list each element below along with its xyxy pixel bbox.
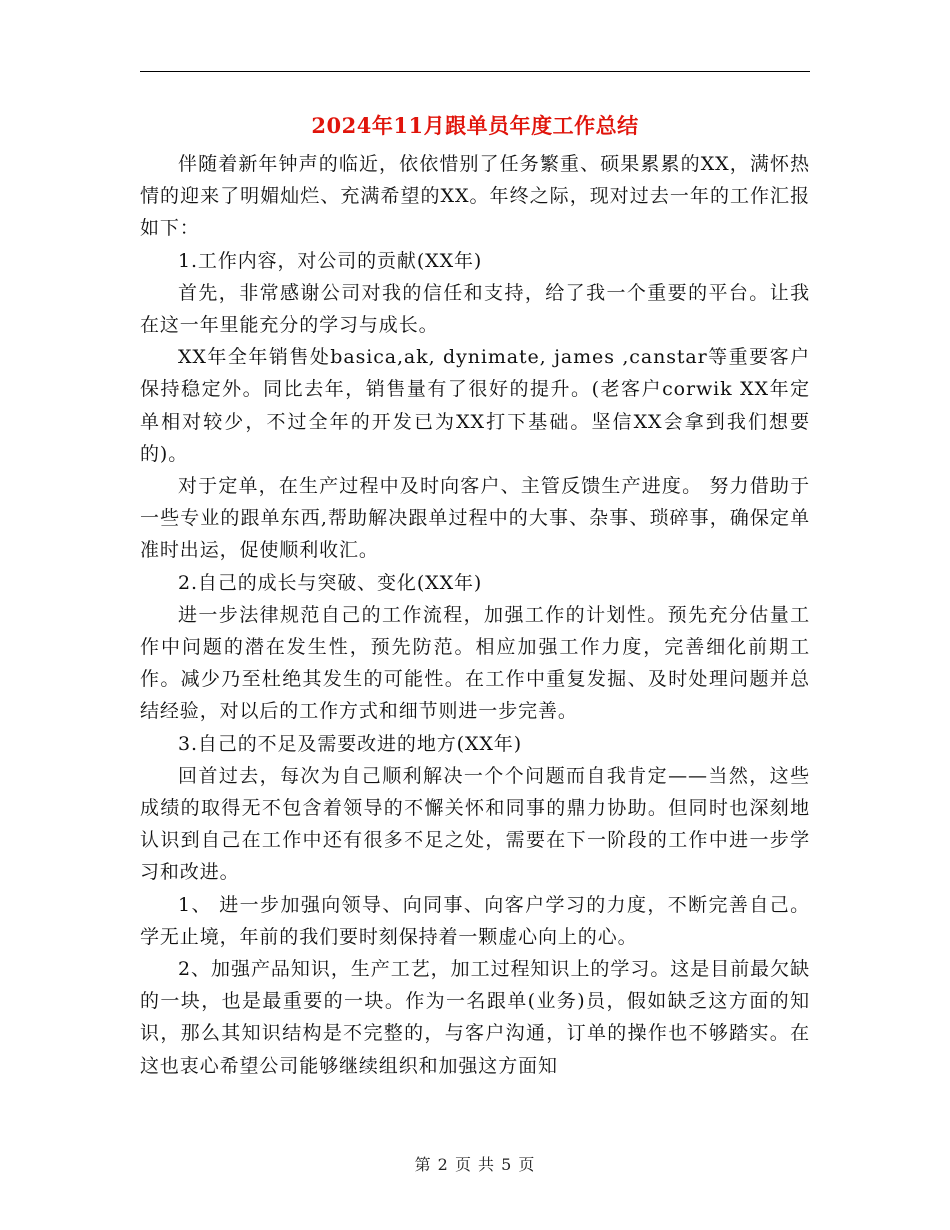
paragraph-intro: 伴随着新年钟声的临近，依依惜别了任务繁重、硕果累累的XX，满怀热情的迎来了明媚灿烂、充满希望的XX。年终之际，现对过去一年的工作汇报如下：: [140, 153, 810, 240]
paragraph-improve-2: 2、加强产品知识，生产工艺，加工过程知识上的学习。这是目前最欠缺的一块，也是最重要的一块。作为一名跟单(业务)员，假如缺乏这方面的知识，那么其知识结构是不完整的，与客户沟通，订单的操作也不够踏实。在这也衷心希望公司能够继续组织和加强这方面知: [140, 958, 810, 1077]
document-title: 2024年11月跟单员年度工作总结: [311, 113, 639, 138]
section-heading-2: 2.自己的成长与突破、变化(XX年): [178, 571, 483, 594]
paragraph-review: 回首过去，每次为自己顺利解决一个个问题而自我肯定——当然，这些成绩的取得无不包含着领导的不懈关怀和同事的鼎力协助。但同时也深刻地认识到自己在工作中还有很多不足之处，需要在下一阶段的工作中进一步学习和改进。: [140, 764, 810, 884]
paragraph-growth: 进一步法律规范自己的工作流程，加强工作的计划性。预先充分估量工作中问题的潜在发生性，预先防范。相应加强工作力度，完善细化前期工作。减少乃至杜绝其发生的可能性。在工作中重复发掘、及时处理问题并总结经验，对以后的工作方式和细节则进一步完善。: [140, 603, 810, 723]
paragraph-thanks: 首先，非常感谢公司对我的信任和支持，给了我一个重要的平台。让我在这一年里能充分的学习与成长。: [140, 281, 810, 337]
page-number: 第 2 页 共 5 页: [414, 1155, 536, 1174]
header-rule: [140, 71, 810, 72]
document-body: [140, 148, 810, 1082]
paragraph-improve-1: 1、 进一步加强向领导、向同事、向客户学习的力度，不断完善自己。学无止境，年前的我们要时刻保持着一颗虚心向上的心。: [140, 893, 810, 948]
paragraph-sales: XX年全年销售处basica,ak, dynimate, james ,canstar等重要客户保持稳定外。同比去年，销售量有了很好的提升。(老客户corwik XX年定单相对较少，不过全年的开发已为XX打下基础。坚信XX会拿到我们想要的)。: [140, 346, 810, 465]
section-heading-1: 1.工作内容，对公司的贡献(XX年): [178, 249, 483, 272]
section-heading-3: 3.自己的不足及需要改进的地方(XX年): [178, 732, 523, 755]
paragraph-orders: 对于定单，在生产过程中及时向客户、主管反馈生产进度。 努力借助于一些专业的跟单东西,帮助解决跟单过程中的大事、杂事、琐碎事，确保定单准时出运，促使顺利收汇。: [140, 475, 810, 562]
